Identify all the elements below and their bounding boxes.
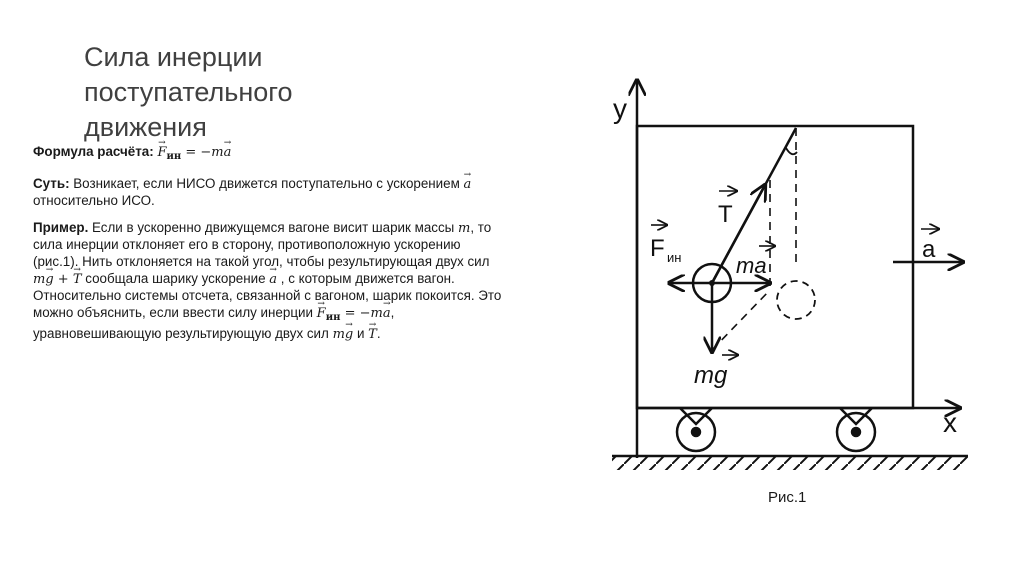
acceleration-label: a (922, 236, 936, 263)
inertia-force-subscript: ин (667, 250, 682, 265)
title-line-2: поступательного (84, 77, 293, 108)
x-axis-label: x (943, 407, 957, 438)
ma-label: ma (736, 253, 767, 278)
example-label: Пример. (33, 219, 89, 235)
y-axis-label: y (613, 93, 627, 124)
ground (612, 456, 968, 470)
wheel-left (677, 408, 715, 451)
inertia-force-label: F (650, 235, 665, 262)
essence-label: Суть: (33, 175, 70, 191)
formula-label: Формула расчёта: (33, 144, 154, 159)
formula-expression: → $F_{ин} = -m\to a$ (157, 145, 231, 160)
essence-paragraph: Суть: Возникает, если НИСО движется поступательно с ускорением → a относительно ИСО. (33, 176, 503, 210)
wheel-right (837, 408, 875, 451)
rest-position-ball (777, 281, 815, 319)
gravity-label: mg (694, 362, 728, 389)
example-paragraph: Пример. Если в ускоренно движущемся вагоне висит шарик массы m, то сила инерции отклоняет его в сторону, противоположную ускорению (рис.1). Нить отклоняется на такой угол, чтобы результирующая двух сил m→ g + → T сообщала шарику ускорение → a , с которым движется вагон. Относительно системы отсчета, связанной с вагоном, шарик покоится. Это можно объяснить, если ввести силу инерции → $F_{ин} = -m\to a$, уравновешивающую результирующую двух сил m→ g и → T. (33, 220, 503, 344)
tension-label: T (718, 201, 733, 228)
title-line-1: Сила инерции (84, 42, 263, 73)
figure-caption: Рис.1 (768, 489, 807, 506)
title-line-3: движения (84, 112, 207, 143)
